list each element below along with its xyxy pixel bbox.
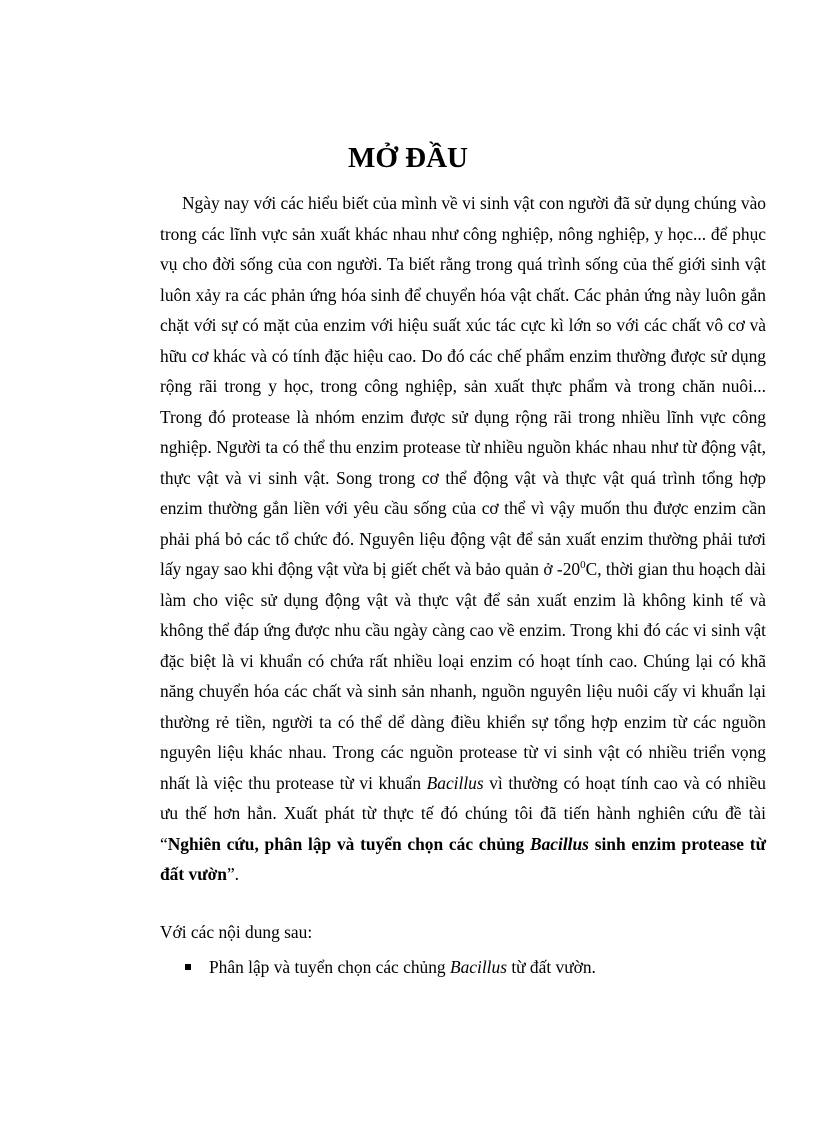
content-list [185,952,596,983]
thesis-topic-end: sinh enzim protease từ đất vườn [160,833,767,884]
list-item-text: Phân lập và tuyển chọn các chủng [209,957,450,977]
genus-name: Bacillus [426,772,484,793]
body-paragraph [160,188,766,890]
paragraph-text: C, thời gian thu hoạch dài làm cho việc sử dụng động vật và thực vật để sản xuất enzim là không kinh tế và không thể đáp ứng được nhu cầu ngày càng cao về enzim. Trong khi đó các vi sinh vật đặc biệt là vi khuẩn có chứa rất nhiều loại enzim có hoạt tính cao. Chúng lại có khã năng chuyển hóa các chất và sinh sản nhanh, nguồn nguyên liệu nuôi cấy vi khuẩn lại thường rẻ tiền, người ta có thể dể dàng điều khiển sự tổng hợp enzim từ các nguồn nguyên liệu khác nhau. Trong các nguồn protease từ vi sinh vật có nhiều triển vọng nhất là việc thu protease từ vi khuẩn [160,559,766,793]
paragraph-text: ”. [226,864,240,884]
square-bullet-icon [185,964,191,970]
thesis-topic-genus: Bacillus [529,833,589,854]
list-item-text: từ đất vườn. [506,957,596,977]
thesis-topic: Nghiên cứu, phân lập và tuyển chọn các chủng [167,833,530,854]
paragraph-text: vì thường có hoạt tính cao và có nhiều ưu thế hơn hẳn. Xuất phát từ thực tế đó chúng tôi đã tiến hành nghiên cứu đề tài “ [160,772,767,854]
list-item [185,952,596,983]
page-title: MỞ ĐẦU [347,142,468,174]
genus-name: Bacillus [449,957,507,977]
degree-superscript: 0 [580,559,586,571]
paragraph-text: Ngày nay với các hiểu biết của mình về vi sinh vật con người đã sử dụng chúng vào trong các lĩnh vực sản xuất khác nhau như công nghiệp, nông nghiệp, y học... để phục vụ cho đời sống của con người. Ta biết rằng trong quá trình sống của thế giới sinh vật luôn xảy ra các phản ứng hóa sinh để chuyển hóa vật chất. Các phản ứng này luôn gắn chặt với sự có mặt của enzim với hiệu suất xúc tác cực kì lớn so với các chất vô cơ và hữu cơ khác và có tính đặc hiệu cao. Do đó các chế phẩm enzim thường được sử dụng rộng rãi trong y học, trong công nghiệp, sản xuất thực phẩm và trong chăn nuôi... Trong đó protease là nhóm enzim được sử dụng rộng rãi trong nhiều lĩnh vực công nghiệp. Người ta có thể thu enzim protease từ nhiều nguồn khác nhau như từ động vật, thực vật và vi sinh vật. Song trong cơ thể động vật và thực vật quá trình tổng hợp enzim thường gắn liền với yêu cầu sống của cơ thể vì vậy muốn thu được enzim cần phải phá bỏ các tổ chức đó. Nguyên liệu động vật để sản xuất enzim thường phải tươi lấy ngay sao khi động vật vừa bị giết chết và bảo quản ở -20 [160,193,766,579]
content-intro: Với các nội dung sau: [160,922,313,942]
